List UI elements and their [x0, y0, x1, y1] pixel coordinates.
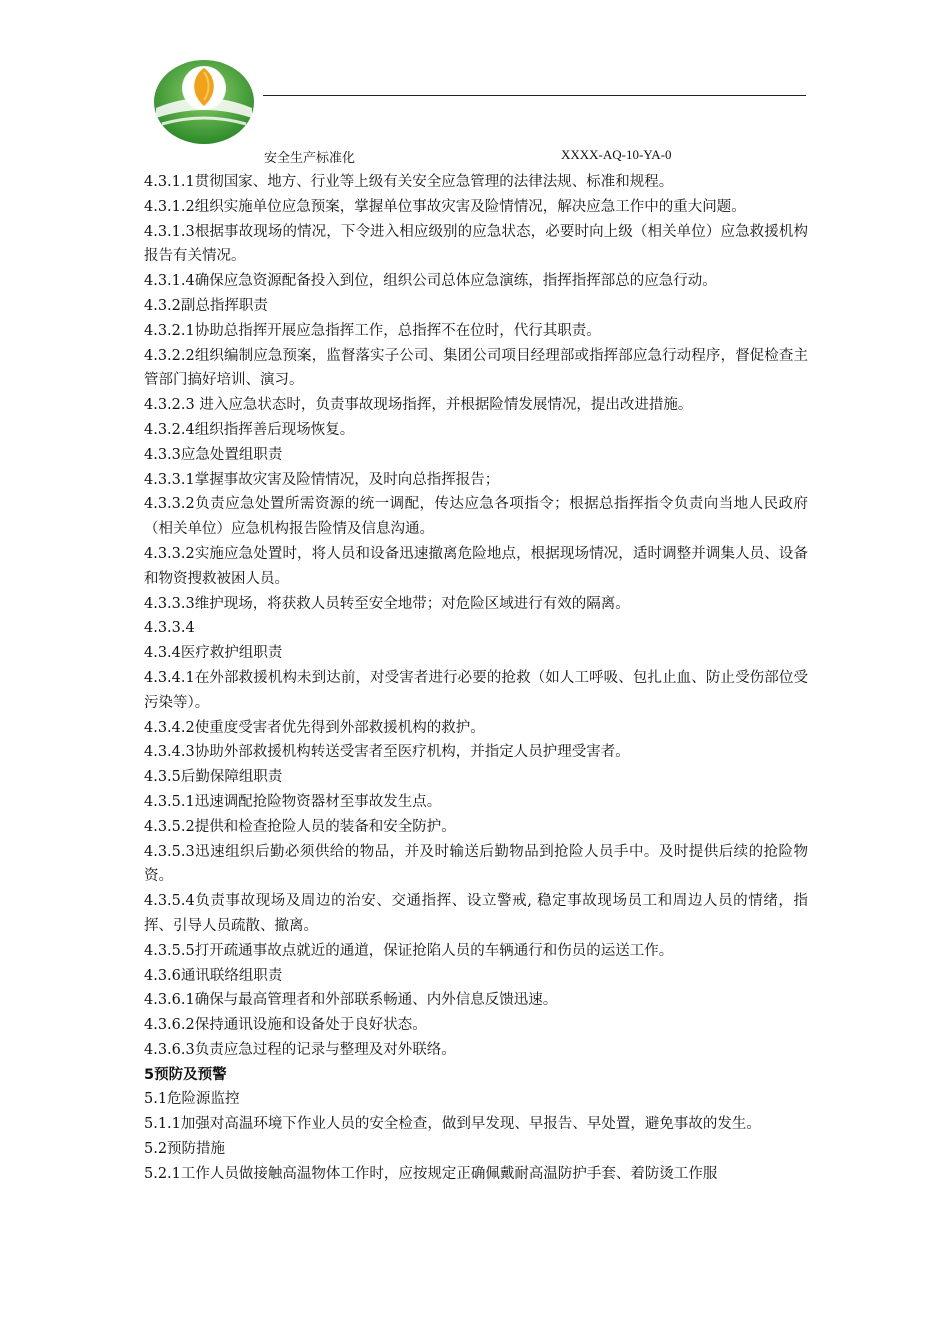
document-code: XXXX-AQ-10-YA-0	[561, 147, 672, 162]
section-heading: 4.3.5后勤保障组职责	[144, 769, 283, 786]
header-rule	[263, 95, 806, 96]
paragraph: 4.3.1.2组织实施单位应急预案，掌握单位事故灾害及险情情况，解决应急工作中的重大问题。	[144, 198, 746, 215]
section-heading: 4.3.4医疗救护组职责	[144, 645, 283, 662]
paragraph: 4.3.6.1确保与最高管理者和外部联系畅通、内外信息反馈迅速。	[144, 992, 558, 1009]
green-globe-orange-leaf-icon	[152, 58, 256, 146]
paragraph: 4.3.1.4确保应急资源配备投入到位，组织公司总体应急演练，指挥指挥部总的应急行动。	[144, 273, 717, 290]
paragraph: 4.3.5.4负责事故现场及周边的治安、交通指挥、设立警戒, 稳定事故现场员工和周边人员的情绪，指挥、引导人员疏散、撤离。	[144, 893, 808, 934]
section-heading: 4.3.2副总指挥职责	[144, 297, 268, 314]
chapter-heading: 5预防及预警	[144, 1066, 227, 1083]
section-heading: 5.2预防措施	[144, 1141, 226, 1158]
paragraph: 4.3.1.1贯彻国家、地方、行业等上级有关安全应急管理的法律法规、标准和规程。	[144, 174, 674, 190]
paragraph: 4.3.4.3协助外部救援机构转送受害者至医疗机构，并指定人员护理受害者。	[144, 744, 630, 761]
paragraph: 4.3.3.1掌握事故灾害及险情情况，及时向总指挥报告；	[144, 471, 500, 488]
document-body	[144, 170, 808, 1187]
paragraph: 5.1.1加强对高温环境下作业人员的安全检查，做到早发现、早报告、早处置，避免事故的发生。	[144, 1116, 761, 1133]
paragraph: 4.3.4.1在外部救援机构未到达前，对受害者进行必要的抢救（如人工呼吸、包扎止血、防止受伤部位受污染等）。	[144, 669, 808, 711]
paragraph: 4.3.4.2使重度受害者优先得到外部救援机构的救护。	[144, 719, 485, 736]
paragraph: 5.2.1工作人员做接触高温物体工作时，应按规定正确佩戴耐高温防护手套、着防烫工作服	[144, 1165, 718, 1182]
paragraph: 4.3.6.2保持通讯设施和设备处于良好状态。	[144, 1017, 427, 1034]
paragraph: 4.3.2.3 进入应急状态时，负责事故现场指挥，并根据险情发展情况，提出改进措施。	[144, 397, 693, 414]
paragraph: 4.3.5.3迅速组织后勤必须供给的物品，并及时输送后勤物品到抢险人员手中。及时提供后续的抢险物资。	[144, 843, 808, 885]
paragraph: 4.3.2.4组织指挥善后现场恢复。	[144, 421, 355, 438]
paragraph: 4.3.3.4	[144, 620, 195, 637]
header-left-text: 安全生产标准化	[264, 151, 356, 166]
section-heading: 5.1危险源监控	[144, 1091, 240, 1108]
paragraph: 4.3.3.2实施应急处置时，将人员和设备迅速撤离危险地点，根据现场情况，适时调整并调集人员、设备和物资搜救被困人员。	[144, 545, 808, 587]
paragraph: 4.3.5.1迅速调配抢险物资器材至事故发生点。	[144, 793, 442, 810]
section-heading: 4.3.3应急处置组职责	[144, 446, 283, 463]
paragraph: 4.3.6.3负责应急过程的记录与整理及对外联络。	[144, 1041, 456, 1058]
paragraph: 4.3.2.1协助总指挥开展应急指挥工作，总指挥不在位时，代行其职责。	[144, 322, 601, 339]
paragraph: 4.3.3.2负责应急处置所需资源的统一调配，传达应急各项指令；根据总指挥指令负责向当地人民政府（相关单位）应急机构报告险情及信息沟通。	[144, 496, 808, 538]
paragraph: 4.3.5.2提供和检查抢险人员的装备和安全防护。	[144, 818, 456, 835]
paragraph: 4.3.1.3根据事故现场的情况，下令进入相应级别的应急状态，必要时向上级（相关单位）应急救援机构报告有关情况。	[144, 223, 808, 265]
paragraph: 4.3.2.2组织编制应急预案，监督落实子公司、集团公司项目经理部或指挥部应急行动程序，督促检查主管部门搞好培训、演习。	[144, 347, 808, 389]
paragraph: 4.3.3.3维护现场，将获救人员转至安全地带；对危险区域进行有效的隔离。	[144, 595, 630, 612]
paragraph: 4.3.5.5打开疏通事故点就近的通道，保证抢陷人员的车辆通行和伤员的运送工作。	[144, 942, 674, 959]
section-heading: 4.3.6通讯联络组职责	[144, 967, 283, 984]
